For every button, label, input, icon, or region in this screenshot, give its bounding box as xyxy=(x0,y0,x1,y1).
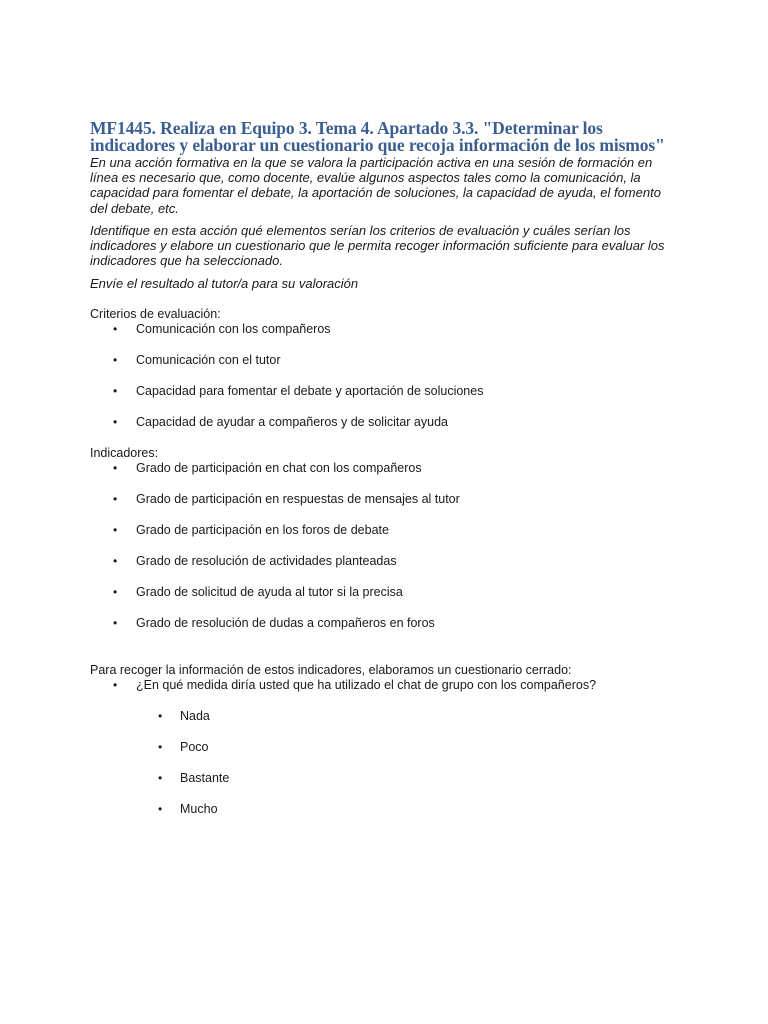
intro-paragraph: En una acción formativa en la que se valora la participación activa en una sesión de formación en línea es necesario que, como docente, evalúe algunos aspectos tales como la comunicación, la capacidad para fomentar el debate, la aportación de soluciones, la capacidad de ayuda, el fomento del debate, etc. xyxy=(90,155,661,216)
document-page xyxy=(90,120,680,833)
preguntas-list xyxy=(90,678,680,693)
indicadores-list xyxy=(90,461,680,631)
bullet-icon: • xyxy=(113,615,118,630)
document-title: MF1445. Realiza en Equipo 3. Tema 4. Apartado 3.3. "Determinar los indicadores y elaborar un cuestionario que recoja información de los mismos" xyxy=(90,118,665,155)
option-item xyxy=(135,709,680,724)
bullet-icon: • xyxy=(113,414,118,429)
list-item xyxy=(90,585,680,600)
list-item-text: Grado de participación en los foros de debate xyxy=(136,522,389,537)
list-item xyxy=(90,353,680,368)
list-item-text: Capacidad de ayudar a compañeros y de solicitar ayuda xyxy=(136,414,448,429)
list-item xyxy=(90,322,680,337)
bullet-icon: • xyxy=(113,491,118,506)
list-item-text: Comunicación con el tutor xyxy=(136,352,281,367)
bullet-icon: • xyxy=(158,801,163,816)
option-text: Bastante xyxy=(180,770,230,785)
list-item xyxy=(90,616,680,631)
list-item xyxy=(90,384,680,399)
list-item xyxy=(90,415,680,430)
bullet-icon: • xyxy=(113,522,118,537)
criterios-heading: Criterios de evaluación: xyxy=(90,306,221,321)
option-item xyxy=(135,740,680,755)
list-item xyxy=(90,523,680,538)
bullet-icon: • xyxy=(113,677,118,692)
list-item xyxy=(90,554,680,569)
bullet-icon: • xyxy=(113,553,118,568)
list-item xyxy=(90,461,680,476)
question-item xyxy=(90,678,680,693)
option-item xyxy=(135,771,680,786)
list-item-text: Grado de participación en chat con los compañeros xyxy=(136,460,422,475)
bullet-icon: • xyxy=(158,770,163,785)
instructions-paragraph: Identifique en esta acción qué elementos serían los criterios de evaluación y cuáles serían los indicadores y elabore un cuestionario que le permita recoger información suficiente para evaluar los indicadores que ha seleccionado. xyxy=(90,222,665,269)
criterios-list xyxy=(90,322,680,430)
list-item-text: Grado de participación en respuestas de mensajes al tutor xyxy=(136,491,460,506)
bullet-icon: • xyxy=(113,321,118,336)
list-item-text: Grado de resolución de actividades planteadas xyxy=(136,553,397,568)
question-text: ¿En qué medida diría usted que ha utilizado el chat de grupo con los compañeros? xyxy=(136,677,597,692)
list-item-text: Grado de solicitud de ayuda al tutor si la precisa xyxy=(136,584,403,599)
list-item xyxy=(90,492,680,507)
options-list xyxy=(90,709,680,817)
option-text: Mucho xyxy=(180,801,218,816)
bullet-icon: • xyxy=(113,584,118,599)
option-text: Poco xyxy=(180,739,209,754)
bullet-icon: • xyxy=(158,708,163,723)
bullet-icon: • xyxy=(158,739,163,754)
list-item-text: Grado de resolución de dudas a compañeros en foros xyxy=(136,615,435,630)
submission-note: Envíe el resultado al tutor/a para su valoración xyxy=(90,276,359,292)
option-text: Nada xyxy=(180,708,210,723)
list-item-text: Comunicación con los compañeros xyxy=(136,321,331,336)
list-item-text: Capacidad para fomentar el debate y aportación de soluciones xyxy=(136,383,484,398)
bullet-icon: • xyxy=(113,383,118,398)
bullet-icon: • xyxy=(113,460,118,475)
option-item xyxy=(135,802,680,817)
cuestionario-heading: Para recoger la información de estos indicadores, elaboramos un cuestionario cerrado: xyxy=(90,662,572,677)
bullet-icon: • xyxy=(113,352,118,367)
indicadores-heading: Indicadores: xyxy=(90,445,159,460)
